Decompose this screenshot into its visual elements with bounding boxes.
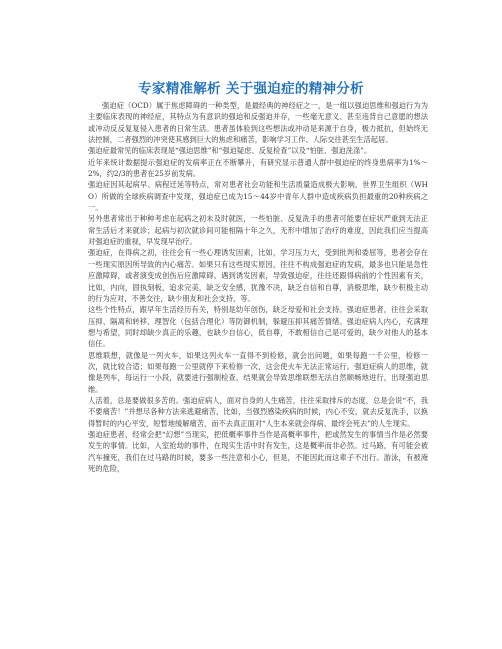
paragraph-fantasy-reality: 强迫症患者，经常会把“幻想”当现实，把低概率事件当作是高概率事件，把或然发生的事情当作是必然要发生的事情。比如，入室抢劫的事件，在现实生活中时有发生，这是概率而非必然。过马路，有可能会被汽车撞死，我们在过马路的时候，要多一些注意和小心，但是，不能因此而这辈子不出行。游泳，有被淹死的危险， bbox=[88, 429, 428, 473]
paragraph-life-pain: 人活着，总是要做很多苦的。强迫症病人，面对自身的人生痛苦，往往采取排斥的态度，总是会说“不，我不要痛苦！”并想尽各种方法来逃避痛苦，比如，当强烈感染疾病的时候，内心不安，就去反复洗手，以换得暂时的内心平安，短暂地缓解痛苦，而不去真正面对“人生本来就会得病、最终会死去”的人生现实。 bbox=[88, 395, 428, 428]
paragraph-statistics: 近年来统计数据提示强迫症的发病率正在不断攀升，有研究显示普通人群中强迫症的终身患病率为1%～2%，约2/3的患者在25岁前发病。 bbox=[88, 157, 428, 179]
paragraph-early-treatment: 另外患者常出于种种考虑在起病之初未及时就医，一些怕脏、反复洗手的患者可能要在症状严重到无法正常生活后才来就诊；起病与初次就诊间可能相隔十年之久，无形中增加了治疗的难度，因此我们应当提高对强迫症的重视，早发现早治疗。 bbox=[88, 214, 428, 247]
paragraph-train-metaphor: 思维联想，就像是一列火车，如果这列火车一直得不到检修，就会出问题，如果每跑一千公里，检修一次，就比较合适；如果每跑一公里就停下来检修一次，这会使火车无法正常运行。强迫症病人的思维，就像是列车，每运行一小段，就要进行强制检查，结果就会导致思维联想无法自然顺畅地进行，出现强迫思维。 bbox=[88, 350, 428, 394]
page-title: 专家精准解析 关于强迫症的精神分析 bbox=[138, 81, 364, 97]
paragraph-intro: 强迫症（OCD）属于焦虑障碍的一种类型，是最经典的神经症之一，是一组以强迫思维和强迫行为为主要临床表现的神经症，其特点为有意识的强迫和反强迫并存，一些毫无意义、甚至违背自己意愿的想法或冲动反反复复侵入患者的日常生活。患者虽体验到这些想法或冲动是来源于自身，极力抵抗，但始终无法控制，二者强烈的冲突使其感到巨大的焦虑和痛苦，影响学习工作、人际交往甚至生活起居。 bbox=[88, 101, 428, 145]
paragraph-causes: 强迫症，在得病之初，往往会有一些心理诱发因素，比如，学习压力大，受到批判和委屈等，患者会存在一些现实原因所导致的内心痛苦。如果只有这些现实原因，往往不构成强迫症的发病，最多也只能是急性应激障碍，或者演变成创伤后应激障碍。遇到诱发因素，导致强迫症，往往还跟得病前的个性因素有关，比如，内向，固执刻板，追求完美，缺乏安全感，犹豫不决，缺乏自信和自尊，消极思维，缺少积极主动的行为应对，不善交往，缺少朋友和社会支持，等。 bbox=[88, 248, 428, 303]
paragraph-personality: 这些个性特点，跟早年生活经历有关，特别是幼年创伤，缺乏母爱和社会支持。强迫症患者，往往会采取压抑、隔离和转移、理智化（包括合理化）等防御机制，躲避压抑其痛苦情绪。强迫症病人内心，充满理想与希望，同时却缺少真正的乐趣，也缺少自信心，低自尊，不敢相信自己是可爱的，缺少对他人的基本信任。 bbox=[88, 305, 428, 349]
paragraph-symptoms: 强迫症最常见的临床表现是“强迫思维”和“强迫疑虑、反复检查”以及“怕脏、强迫洗涤”。 bbox=[88, 146, 372, 156]
paragraph-who-survey: 强迫症因其起病早、病程迁延等特点，常对患者社会功能和生活质量造成极大影响，世界卫生组织（WHO）所做的全球疾病调查中发现，强迫症已成为15～44岁中青年人群中造成疾病负担最重的20种疾病之一。 bbox=[88, 180, 428, 213]
article-body bbox=[88, 100, 428, 474]
